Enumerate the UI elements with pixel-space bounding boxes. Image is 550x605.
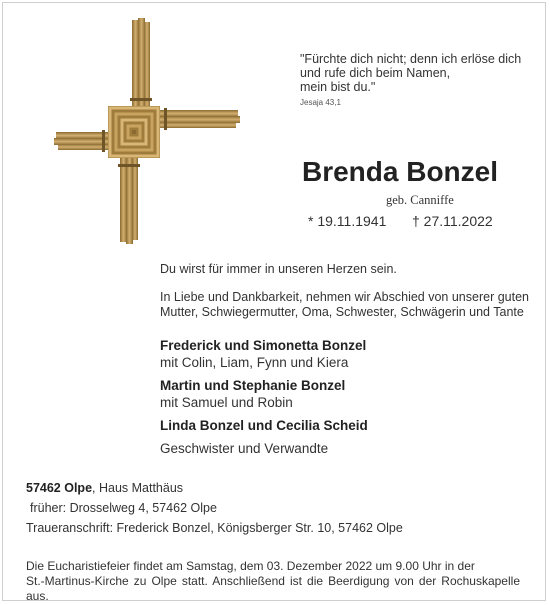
service-info-line-1: Die Eucharistiefeier findet am Samstag, dem 03. Dezember 2022 um 9.00 Uhr in der — [26, 559, 475, 573]
relatives-line: Geschwister und Verwandte — [160, 441, 329, 456]
quote-line-3: mein bist du." — [300, 80, 376, 94]
quote-source: Jesaja 43,1 — [300, 98, 341, 107]
family-1-name: Frederick und Simonetta Bonzel — [160, 338, 367, 353]
quote-line-2: und rufe dich beim Namen, — [300, 66, 451, 80]
residence-city: 57462 Olpe — [26, 481, 93, 495]
maiden-name: geb. Canniffe — [386, 193, 454, 207]
deceased-name: Brenda Bonzel — [301, 156, 499, 187]
brigid-cross-icon — [54, 18, 240, 246]
service-info-line-2: St.-Martinus-Kirche zu Olpe statt. Anschließend ist die Beerdigung von der Rochuskapelle aus. — [26, 574, 520, 603]
family-2-name: Martin und Stephanie Bonzel — [160, 378, 346, 393]
service-info — [26, 559, 520, 604]
quote-line-1: "Fürchte dich nicht; denn ich erlöse dich — [300, 52, 522, 66]
former-address: früher: Drosselweg 4, 57462 Olpe — [30, 501, 217, 515]
death-date: † 27.11.2022 — [412, 213, 493, 229]
family-2-children: mit Samuel und Robin — [160, 395, 293, 410]
farewell-line-1: In Liebe und Dankbarkeit, nehmen wir Abschied von unserer guten — [160, 290, 529, 304]
family-1-children: mit Colin, Liam, Fynn und Kiera — [160, 355, 349, 370]
birth-date: * 19.11.1941 — [308, 213, 387, 229]
mourning-address: Traueranschrift: Frederick Bonzel, Königsberger Str. 10, 57462 Olpe — [26, 521, 403, 535]
forever-line: Du wirst für immer in unseren Herzen sein. — [160, 262, 397, 276]
residence-line — [26, 481, 183, 495]
bible-quote — [300, 52, 530, 110]
residence-house: , Haus Matthäus — [92, 481, 184, 495]
family-3-name: Linda Bonzel und Cecilia Scheid — [160, 418, 368, 433]
farewell-line-2: Mutter, Schwiegermutter, Oma, Schwester, Schwägerin und Tante — [160, 305, 524, 319]
